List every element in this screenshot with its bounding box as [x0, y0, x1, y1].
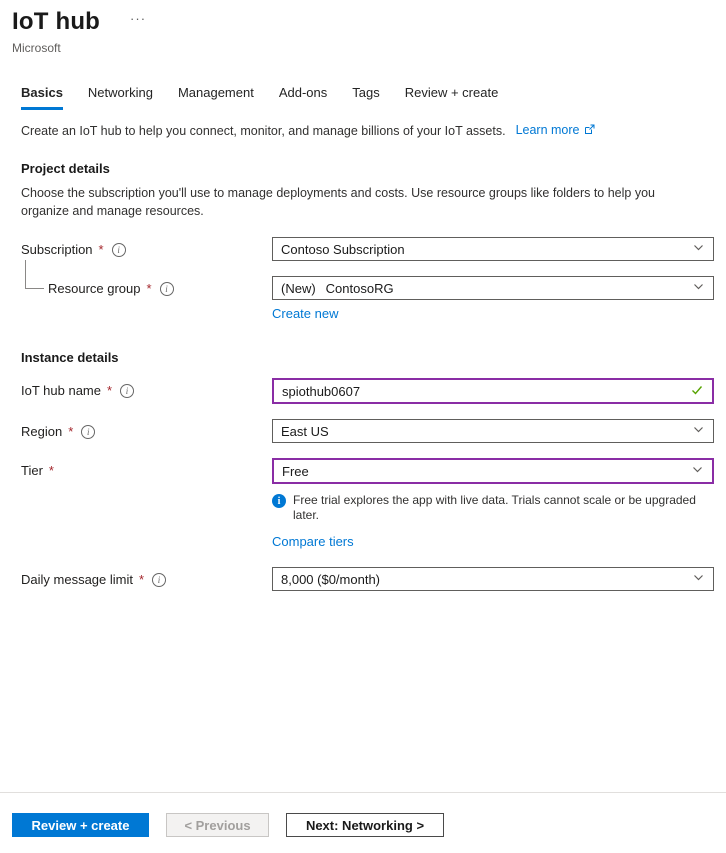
- info-icon[interactable]: [81, 425, 95, 439]
- tier-info-text: Free trial explores the app with live data. Trials cannot scale or be upgraded later.: [293, 493, 696, 523]
- info-icon[interactable]: [160, 282, 174, 296]
- compare-tiers-link[interactable]: Compare tiers: [272, 534, 354, 550]
- more-menu-button[interactable]: ···: [130, 11, 147, 26]
- info-icon[interactable]: [152, 573, 166, 587]
- intro-text: [21, 123, 705, 138]
- required-asterisk: *: [68, 424, 74, 440]
- resource-group-dropdown[interactable]: [272, 276, 714, 300]
- info-icon[interactable]: [112, 243, 126, 257]
- publisher-label: Microsoft: [12, 41, 61, 55]
- resource-group-row: [21, 276, 714, 321]
- tier-value: Free: [282, 463, 309, 479]
- chevron-down-icon: [692, 423, 705, 439]
- valid-check-icon: [690, 383, 704, 400]
- required-asterisk: *: [138, 572, 145, 588]
- chevron-down-icon: [692, 241, 705, 257]
- tab-add-ons[interactable]: Add-ons: [278, 85, 328, 100]
- external-link-icon: [584, 124, 595, 138]
- project-details-description: Choose the subscription you'll use to manage deployments and costs. Use resource groups like folders to help you organize and manage resources.: [21, 186, 655, 219]
- tier-dropdown[interactable]: [272, 458, 714, 484]
- tab-networking[interactable]: Networking: [87, 85, 153, 100]
- region-row: [21, 419, 714, 443]
- resource-group-value: ContosoRG: [325, 280, 394, 296]
- required-asterisk: *: [98, 242, 104, 258]
- chevron-down-icon: [692, 571, 705, 587]
- learn-more-label: Learn more: [515, 123, 580, 137]
- subscription-row: [21, 237, 714, 261]
- wizard-tabs: [21, 85, 726, 110]
- tab-basics[interactable]: Basics: [21, 85, 63, 110]
- daily-message-limit-label: Daily message limit: [21, 572, 133, 588]
- required-asterisk: *: [106, 383, 113, 399]
- tab-tags[interactable]: Tags: [352, 85, 380, 100]
- instance-details-form: [0, 378, 726, 591]
- daily-message-limit-value: 8,000 ($0/month): [281, 571, 381, 587]
- page-title: IoT hub: [12, 8, 101, 35]
- wizard-footer: [0, 792, 726, 837]
- resource-group-new-prefix: (New): [281, 280, 316, 296]
- tab-management[interactable]: Management: [177, 85, 254, 100]
- tier-label: Tier: [21, 463, 43, 479]
- review-create-button[interactable]: Review + create: [12, 813, 149, 837]
- instance-details-heading: Instance details: [21, 350, 119, 366]
- info-icon[interactable]: [120, 384, 134, 398]
- tier-row: [21, 458, 714, 549]
- project-details-form: [0, 237, 726, 321]
- info-filled-icon: [272, 494, 286, 508]
- intro-description: Create an IoT hub to help you connect, monitor, and manage billions of your IoT assets.: [21, 123, 506, 138]
- iot-hub-name-label: IoT hub name: [21, 383, 101, 399]
- tier-info-message: [272, 493, 714, 523]
- learn-more-link[interactable]: [516, 123, 595, 138]
- region-value: East US: [281, 423, 329, 439]
- region-dropdown[interactable]: [272, 419, 714, 443]
- tab-review-create[interactable]: Review + create: [404, 85, 499, 100]
- iot-hub-name-row: [21, 378, 714, 404]
- required-asterisk: *: [146, 281, 152, 297]
- chevron-down-icon: [691, 463, 704, 479]
- iot-hub-name-field: [272, 378, 714, 404]
- resource-group-label: Resource group: [48, 281, 141, 297]
- resource-group-tree-connector: [25, 260, 44, 289]
- page-header: [0, 0, 726, 55]
- daily-message-limit-dropdown[interactable]: [272, 567, 714, 591]
- subscription-dropdown[interactable]: [272, 237, 714, 261]
- create-new-link[interactable]: Create new: [272, 306, 339, 322]
- required-asterisk: *: [48, 463, 54, 479]
- daily-message-limit-row: [21, 567, 714, 591]
- subscription-value: Contoso Subscription: [281, 241, 405, 257]
- next-networking-button[interactable]: Next: Networking >: [286, 813, 444, 837]
- chevron-down-icon: [692, 280, 705, 296]
- subscription-label: Subscription: [21, 242, 93, 258]
- previous-button: < Previous: [166, 813, 269, 837]
- region-label: Region: [21, 424, 63, 440]
- project-details-heading: Project details: [21, 161, 110, 176]
- iot-hub-name-input[interactable]: [282, 384, 682, 399]
